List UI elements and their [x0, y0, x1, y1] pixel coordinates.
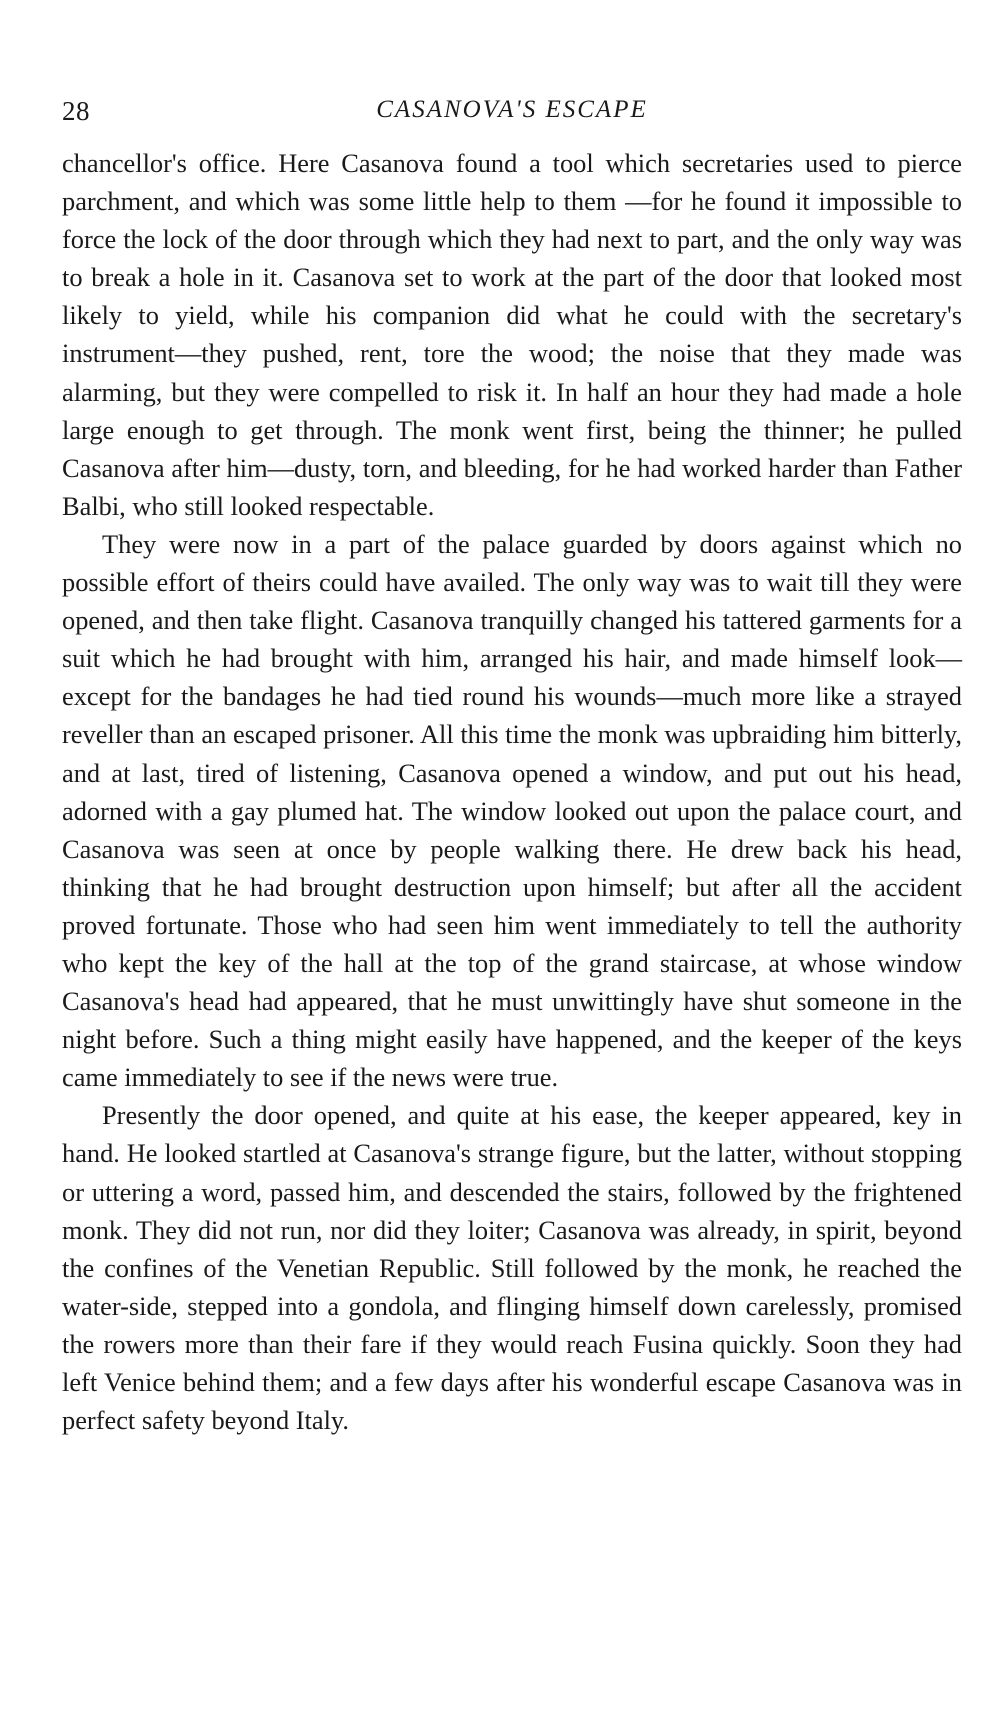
running-title: CASANOVA'S ESCAPE — [376, 96, 648, 123]
page-number: 28 — [62, 96, 90, 126]
paragraph-2: They were now in a part of the palace guarded by doors against which no possible effort of theirs could have availed. The only way was to wait till they were opened, and then take flight. Casanova tranquilly changed his tattered garments for a suit which he had brought with him, arranged his hair, and made himself look—except for the bandages he had tied round his wounds—much more like a strayed reveller than an escaped prisoner. All this time the monk was upbraiding him bitterly, and at last, tired of listening, Casanova opened a window, and put out his head, adorned with a gay plumed hat. The window looked out upon the palace court, and Casanova was seen at once by people walking there. He drew back his head, thinking that he had brought destruction upon himself; but after all the accident proved fortunate. Those who had seen him went immediately to tell the authority who kept the key of the hall at the top of the grand staircase, at whose window Casanova's head had appeared, that he must unwittingly have shut someone in the night before. Such a thing might easily have happened, and the keeper of the keys came immediately to see if the news were true. — [62, 528, 962, 1093]
book-page — [62, 96, 962, 1439]
paragraph-1: chancellor's office. Here Casanova found a tool which secretaries used to pierce parchment, and which was some little help to them —for he found it impossible to force the lock of the door through which they had next to part, and the only way was to break a hole in it. Casanova set to work at the part of the door that looked most likely to yield, while his companion did what he could with the secretary's instrument—they pushed, rent, tore the wood; the noise that they made was alarming, but they were compelled to risk it. In half an hour they had made a hole large enough to get through. The monk went first, being the thinner; he pulled Casanova after him—dusty, torn, and bleeding, for he had worked harder than Father Balbi, who still looked respectable. — [62, 148, 962, 521]
page-header — [62, 96, 962, 136]
body-text — [62, 144, 962, 1439]
paragraph-3: Presently the door opened, and quite at his ease, the keeper appeared, key in hand. He looked startled at Casanova's strange figure, but the latter, without stopping or uttering a word, passed him, and descended the stairs, followed by the frightened monk. They did not run, nor did they loiter; Casanova was already, in spirit, beyond the confines of the Venetian Republic. Still followed by the monk, he reached the water-side, stepped into a gondola, and flinging himself down carelessly, promised the rowers more than their fare if they would reach Fusina quickly. Soon they had left Venice behind them; and a few days after his wonderful escape Casanova was in perfect safety beyond Italy. — [62, 1100, 962, 1436]
